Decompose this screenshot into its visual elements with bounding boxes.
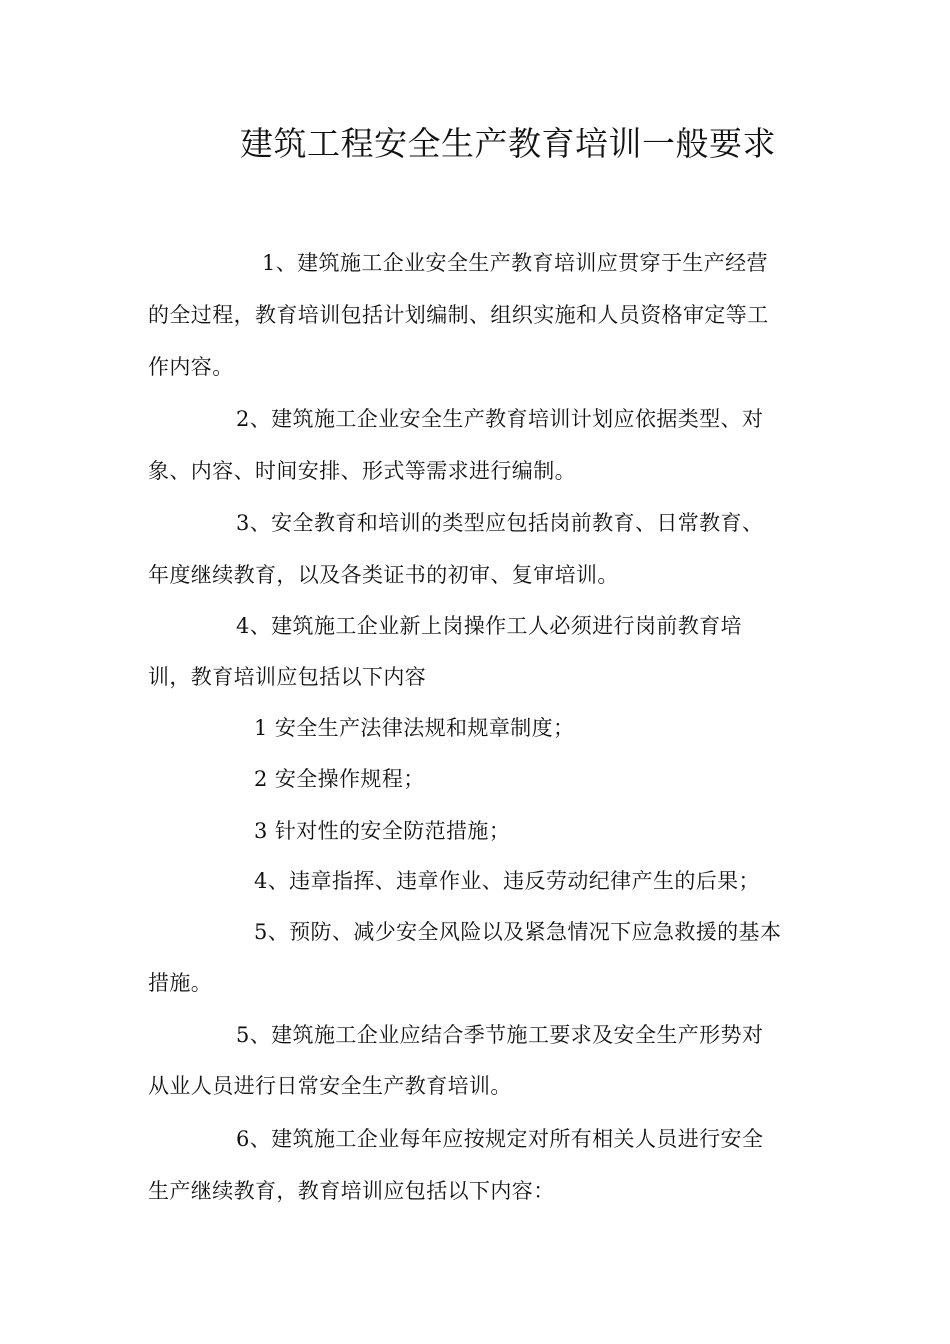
paragraph-line: 3、安全教育和培训的类型应包括岗前教育、日常教育、 [236,511,764,535]
paragraph-line: 生产继续教育，教育培训应包括以下内容： [148,1179,555,1203]
paragraph-line: 的全过程，教育培训包括计划编制、组织实施和人员资格审定等工 [148,303,769,327]
list-item: 4、违章指挥、违章作业、违反劳动纪律产生的后果； [254,869,760,893]
document-title: 建筑工程安全生产教育培训一般要求 [240,124,776,163]
list-item: 5、预防、减少安全风险以及紧急情况下应急救援的基本 [254,920,782,944]
paragraph-line: 从业人员进行日常安全生产教育培训。 [148,1074,512,1098]
paragraph-line: 4、建筑施工企业新上岗操作工人必须进行岗前教育培 [236,614,742,638]
paragraph-line: 年度继续教育，以及各类证书的初审、复审培训。 [148,563,619,587]
paragraph-line: 作内容。 [148,355,234,379]
paragraph-line: 训，教育培训应包括以下内容 [148,665,427,689]
list-item: 1 安全生产法律法规和规章制度； [254,716,575,740]
paragraph-line: 象、内容、时间安排、形式等需求进行编制。 [148,459,576,483]
paragraph-line: 6、建筑施工企业每年应按规定对所有相关人员进行安全 [236,1127,764,1151]
paragraph-line: 2、建筑施工企业安全生产教育培训计划应依据类型、对 [236,407,764,431]
paragraph-line: 措施。 [148,971,213,995]
paragraph-line: 1、建筑施工企业安全生产教育培训应贯穿于生产经营 [262,251,768,275]
list-item: 3 针对性的安全防范措施； [254,819,511,843]
paragraph-line: 5、建筑施工企业应结合季节施工要求及安全生产形势对 [236,1023,764,1047]
list-item: 2 安全操作规程； [254,767,425,791]
